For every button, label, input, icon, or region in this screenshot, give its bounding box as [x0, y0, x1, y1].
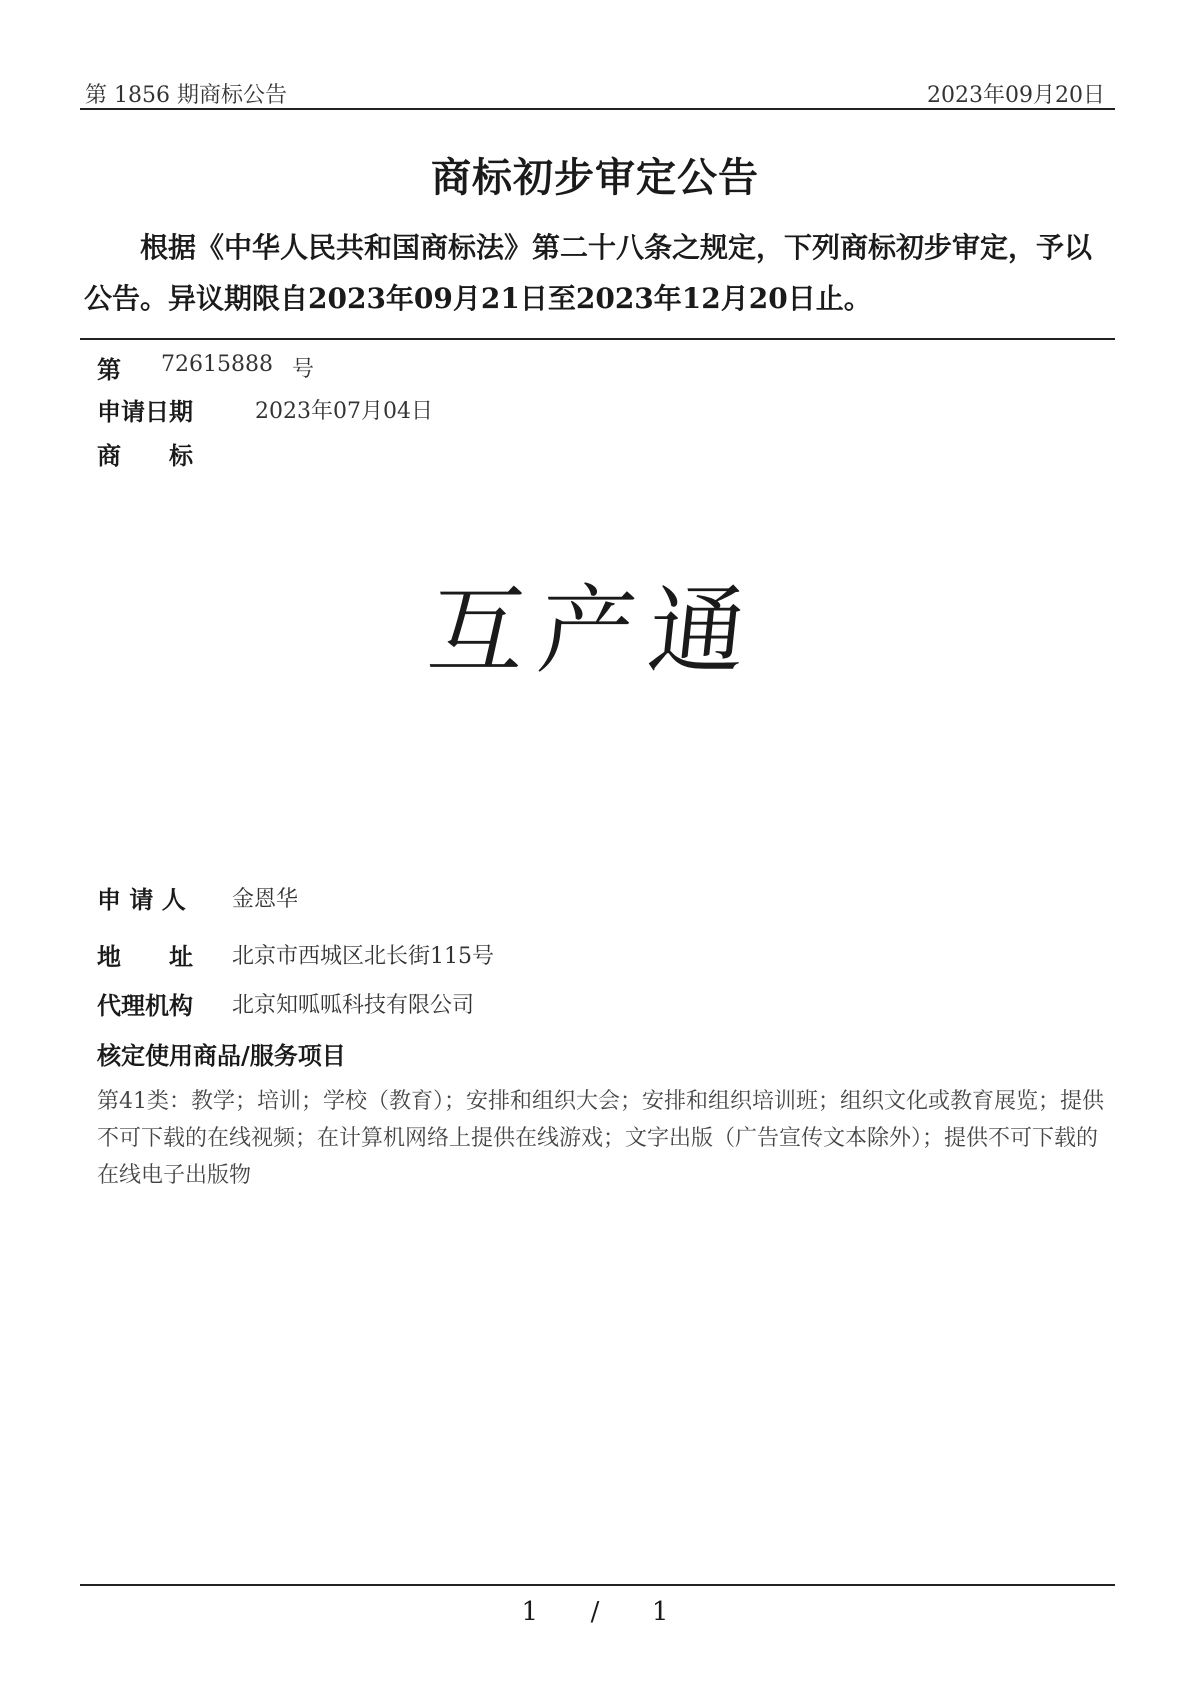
issue-number: 第 1856 期商标公告 [85, 83, 287, 108]
applicant-name: 金恩华 [232, 887, 299, 912]
page-indicator [0, 1597, 1190, 1627]
goods-services-label: 核定使用商品/服务项目 [97, 1041, 346, 1070]
trademark-image-text: 互产通 [423, 575, 766, 687]
application-date-label: 申请日期 [97, 397, 193, 426]
page-separator: / [590, 1597, 600, 1627]
registration-number: 72615888 [161, 352, 273, 377]
issue-date: 2023年09月20日 [927, 83, 1105, 108]
number-suffix: 号 [292, 357, 315, 382]
trademark-label: 商 标 [97, 441, 193, 470]
agency-value: 北京知呱呱科技有限公司 [232, 993, 475, 1018]
footer-divider [80, 1584, 1115, 1586]
address-value: 北京市西城区北长街115号 [232, 944, 494, 969]
goods-services-list: 第41类：教学；培训；学校（教育）；安排和组织大会；安排和组织培训班；组织文化或教育展览；提供不可下载的在线视频；在计算机网络上提供在线游戏；文字出版（广告宣传文本除外）；提供不可下载的在线电子出版物 [97, 1089, 1104, 1188]
address-label: 地 址 [97, 942, 193, 971]
page-title: 商标初步审定公告 [431, 154, 759, 201]
total-pages: 1 [651, 1597, 669, 1627]
application-date: 2023年07月04日 [255, 399, 433, 424]
section-divider [80, 338, 1115, 340]
applicant-label: 申 请 人 [97, 885, 186, 914]
number-prefix: 第 [97, 355, 121, 384]
intro-paragraph: 根据《中华人民共和国商标法》第二十八条之规定，下列商标初步审定，予以公告。异议期限自2023年09月21日至2023年12月20日止。 [84, 231, 1093, 315]
agency-label: 代理机构 [97, 991, 193, 1020]
header-divider [80, 108, 1115, 110]
current-page: 1 [521, 1597, 539, 1627]
